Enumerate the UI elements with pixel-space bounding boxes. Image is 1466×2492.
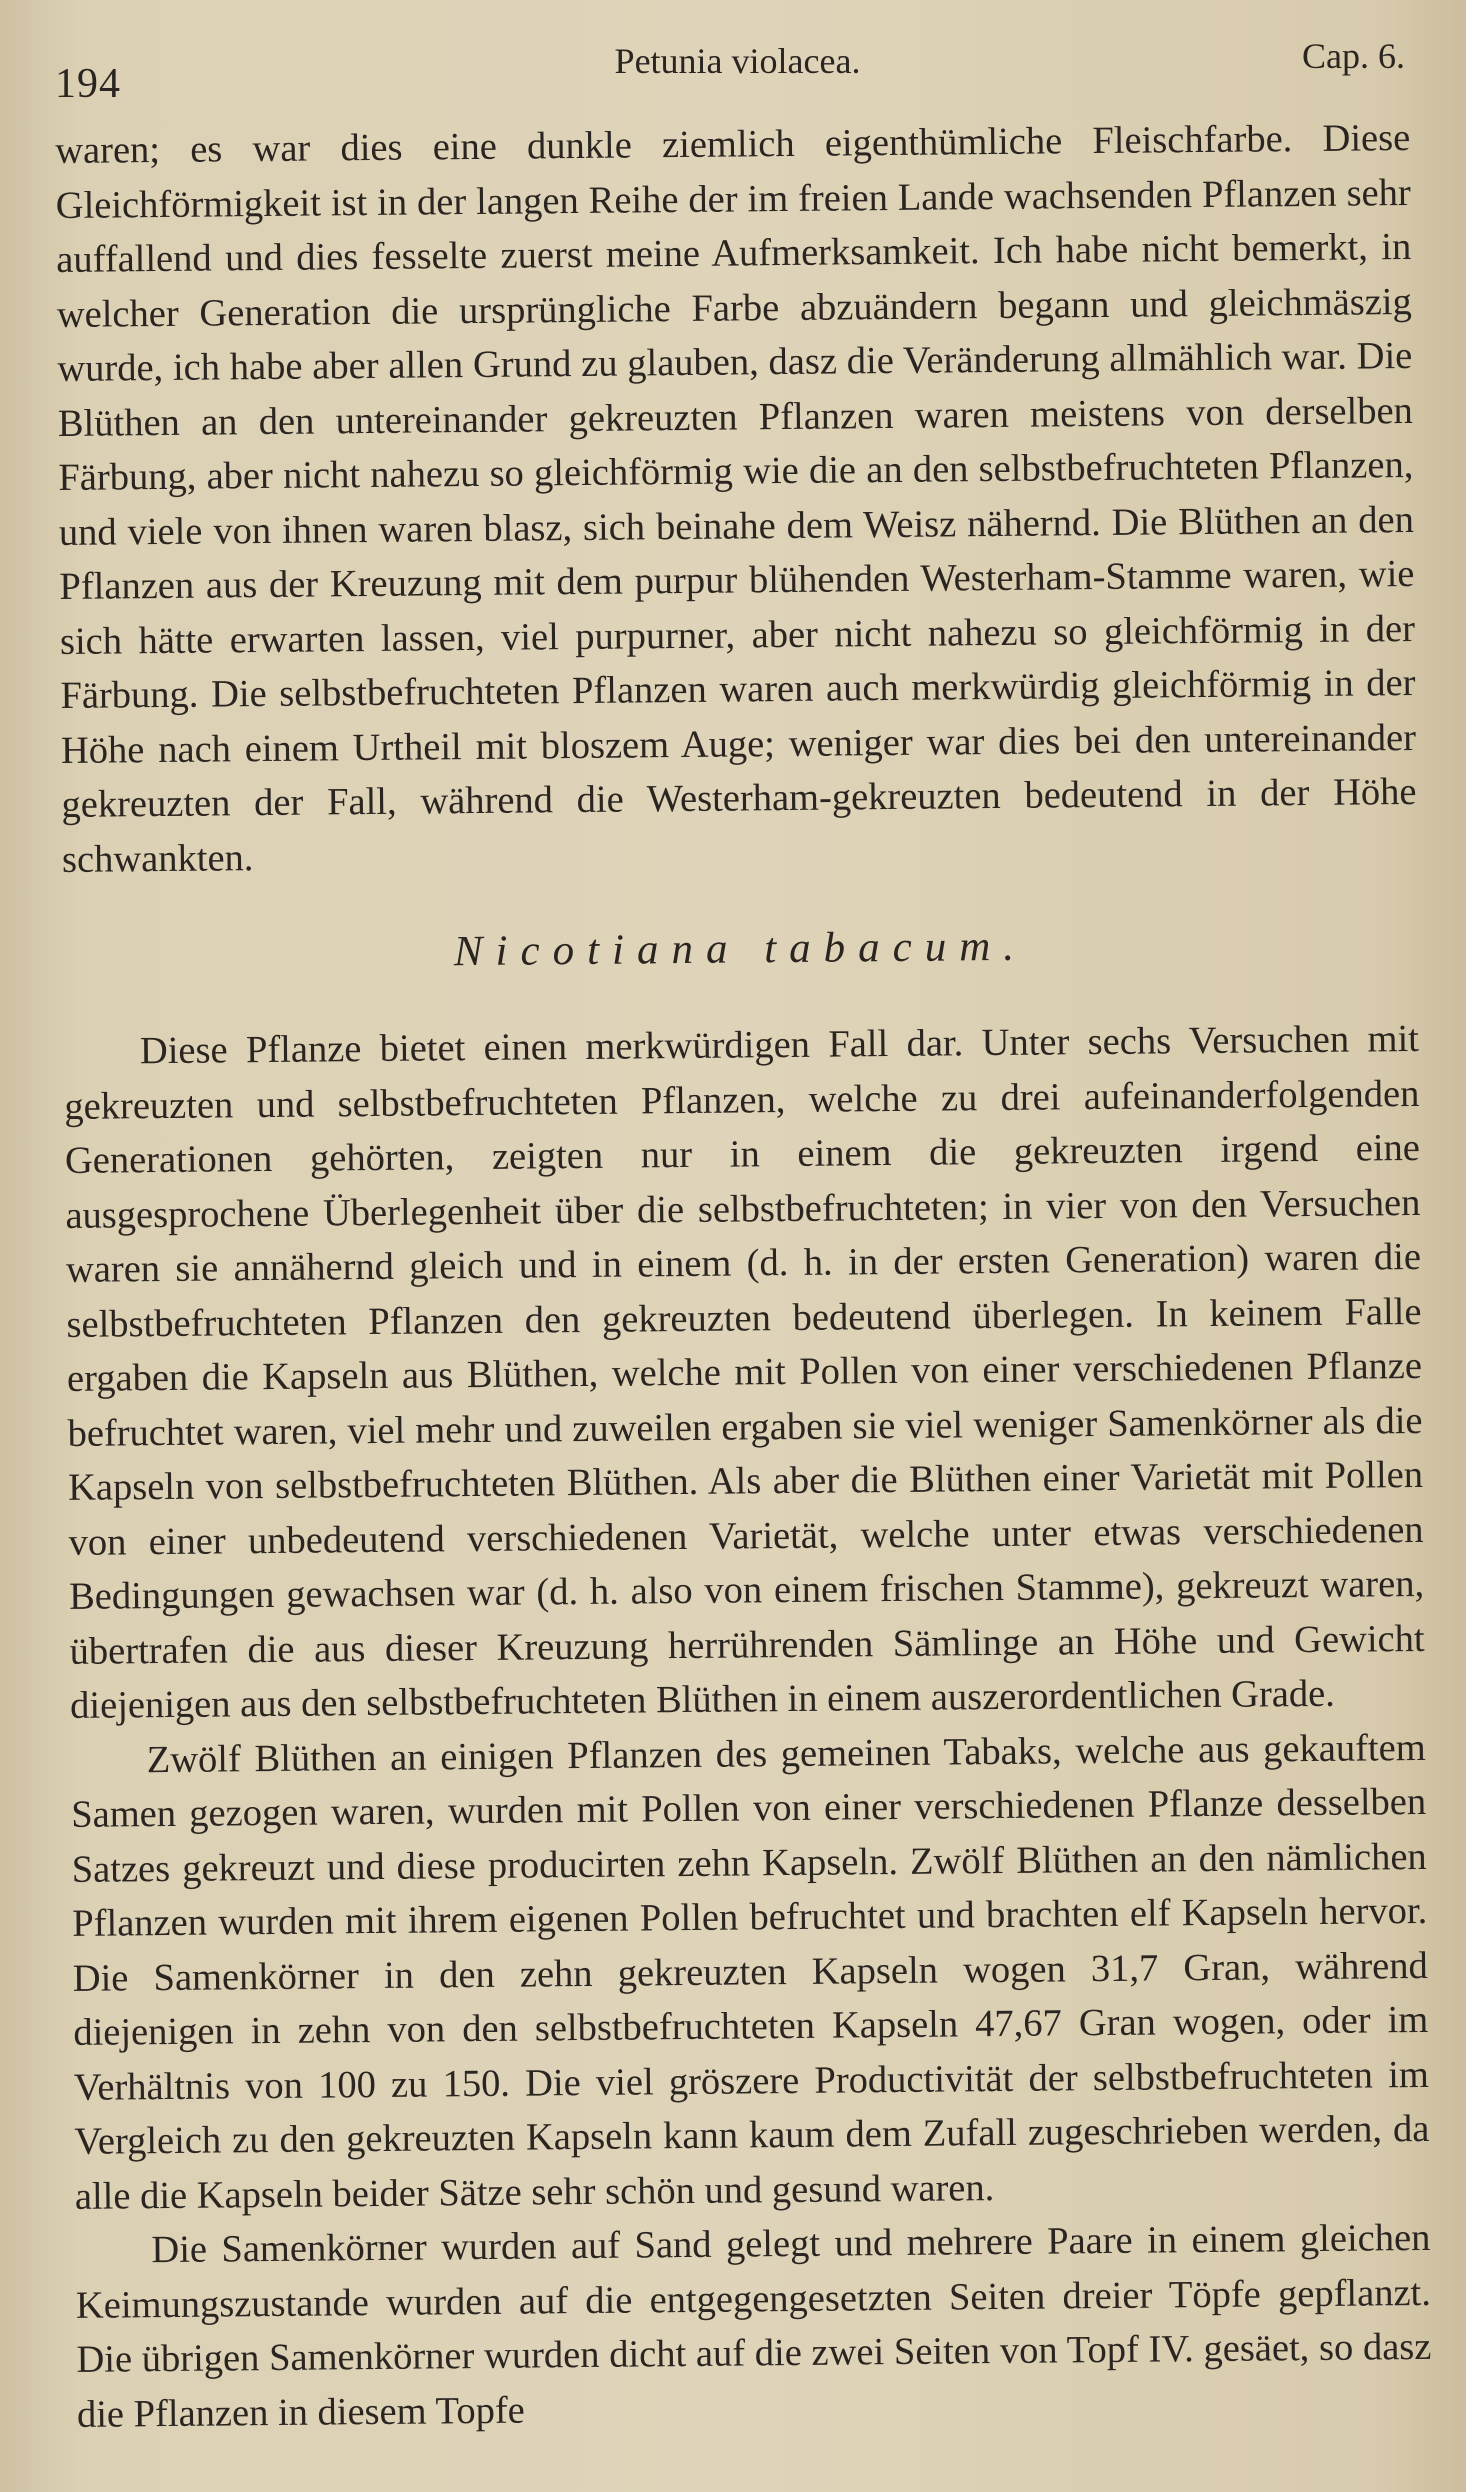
- page-header: [55, 30, 1420, 107]
- page-number: 194: [55, 61, 121, 107]
- chapter-label: Cap. 6.: [1302, 36, 1405, 76]
- paragraph: Zwölf Blüthen an einigen Pflanzen des gemeinen Tabaks, welche aus gekauftem Samen gezogen waren, wurden mit Pollen von einer verschiedenen Pflanze desselben Satzes gekreuzt und diese producirten zehn Kapseln. Zwölf Blüthen an den nämlichen Pflanzen wurden mit ihrem eigenen Pollen befruchtet und brachten elf Kapseln hervor. Die Samenkörner in den zehn gekreuzten Kapseln wogen 31,7 Gran, während diejenigen in zehn von den selbstbefruchteten Kapseln 47,67 Gran wogen, oder im Verhältnis von 100 zu 150. Die viel gröszere Productivität der selbstbefruchteten im Vergleich zu den gekreuzten Kapseln kann kaum dem Zufall zugeschrieben werden, da alle die Kapseln beider Sätze sehr schön und gesund waren.: [71, 1726, 1430, 2218]
- paragraph-petunia-continued: waren; es war dies eine dunkle ziemlich eigenthümliche Fleischfarbe. Diese Gleichförmigkeit ist in der langen Reihe der im freien Lande wachsenden Pflanzen sehr auffallend und dies fesselte zuerst meine Aufmerksamkeit. Ich habe nicht bemerkt, in welcher Generation die ursprüngliche Farbe abzuändern begann und gleichmäszig wurde, ich habe aber allen Grund zu glauben, dasz die Veränderung allmählich war. Die Blüthen an den untereinander gekreuzten Pflanzen waren meistens von derselben Färbung, aber nicht nahezu so gleichförmig wie die an den selbstbefruchteten Pflanzen, und viele von ihnen waren blasz, sich beinahe dem Weisz nähernd. Die Blüthen an den Pflanzen aus der Kreuzung mit dem purpur blühenden Westerham-Stamme waren, wie sich hätte erwarten lassen, viel purpurner, aber nicht nahezu so gleichförmig in der Färbung. Die selbstbefruchteten Pflanzen waren auch merkwürdig gleichförmig in der Höhe nach einem Urtheil mit bloszem Auge; weniger war dies bei den untereinander gekreuzten der Fall, während die Westerham-gekreuzten bedeutend in der Höhe schwankten.: [55, 116, 1417, 881]
- paragraph: Diese Pflanze bietet einen merkwürdigen Fall dar. Unter sechs Versuchen mit gekreuzten und selbstbefruchteten Pflanzen, welche zu drei aufeinanderfolgenden Generationen gehörten, zeigten nur in einem die gekreuzten irgend eine ausgesprochene Überlegenheit über die selbstbefruchteten; in vier von den Versuchen waren sie annähernd gleich und in einem (d. h. in der ersten Generation) waren die selbstbefruchteten Pflanzen den gekreuzten bedeutend überlegen. In keinem Falle ergaben die Kapseln aus Blüthen, welche mit Pollen von einer verschiedenen Pflanze befruchtet waren, viel mehr und zuweilen ergaben sie viel weniger Samenkörner als die Kapseln von selbstbefruchteten Blüthen. Als aber die Blüthen einer Varietät mit Pollen von einer unbedeutend verschiedenen Varietät, welche unter etwas verschiedenen Bedingungen gewachsen war (d. h. also von einem frischen Stamme), gekreuzt waren, übertrafen die aus dieser Kreuzung herrührenden Sämlinge an Höhe und Gewicht diejenigen aus den selbstbefruchteten Blüthen in einem auszerordentlichen Grade.: [64, 1017, 1425, 1727]
- running-title: Petunia violacea.: [614, 41, 861, 81]
- body-text: [55, 111, 1432, 2442]
- paragraph: Die Samenkörner wurden auf Sand gelegt und mehrere Paare in einem gleichen Keimungszustande wurden auf die entgegengesetzten Seiten dreier Töpfe gepflanzt. Die übrigen Samenkörner wurden dicht auf die zwei Seiten von Topf IV. gesäet, so dasz die Pflanzen in diesem Topfe: [75, 2216, 1432, 2436]
- section-title: Nicotiana tabacum.: [453, 922, 1028, 976]
